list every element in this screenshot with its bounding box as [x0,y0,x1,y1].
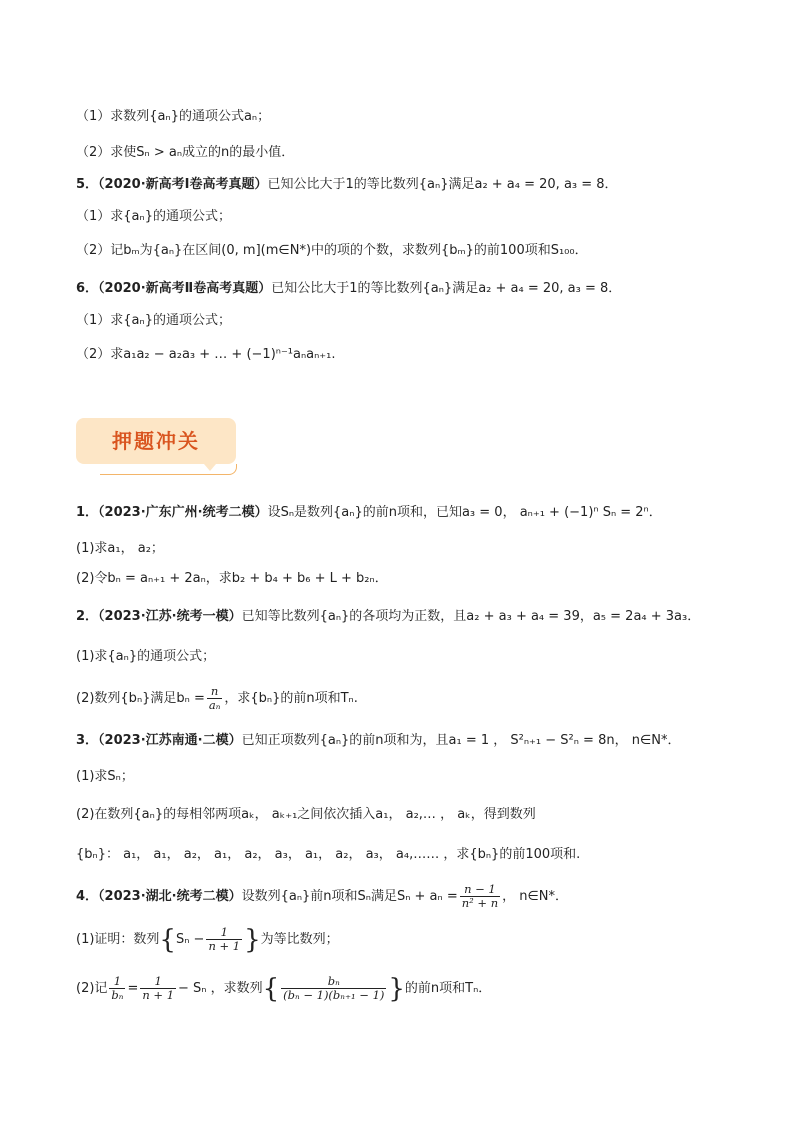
p4-part2-frac3 [281,975,386,1002]
p4-part2 [76,972,491,1006]
section-title: 押题冲关 [112,429,200,453]
p2-text: 已知等比数列{aₙ}的各项均为正数，且a₂ + a₃ + a₄ = 39，a₅ = 2a₄ + 3a₃． [241,609,701,624]
p4-part1-inner: Sₙ − [175,932,205,947]
p2-part2-lead: (2)数列{bₙ}满足bₙ = [76,691,205,706]
p4-part2-frac1-den: bₙ [111,988,124,1002]
right-brace-2: } [388,973,405,1004]
q4-part1: （1）求数列{aₙ}的通项公式aₙ； [76,109,271,124]
p4-part2-frac1-num: 1 [109,975,125,989]
p4-part1-frac-num: 1 [206,926,242,940]
p1-part1: (1)求a₁， a₂； [76,541,164,556]
q5-text: 已知公比大于1的等比数列{aₙ}满足a₂ + a₄ = 20, a₃ = 8． [267,177,618,192]
p4-part1-tail: 为等比数列； [260,932,339,947]
p4-stem [76,882,568,912]
p4-part2-tail: 的前n项和Tₙ． [404,981,492,996]
p4-part1-fraction [206,926,242,953]
q5-part1: （1）求{aₙ}的通项公式； [76,209,231,224]
p2-source: 2．（2023·江苏·统考一模） [76,609,242,624]
p3-stem [76,732,681,750]
left-brace-2: { [262,973,280,1004]
q6-part1: （1）求{aₙ}的通项公式； [76,313,231,328]
p2-fraction [207,685,223,712]
p4-frac-num: n − 1 [460,883,500,897]
p2-part2-tail: ，求{bₙ}的前n项和Tₙ. [224,691,358,706]
p3-text: 已知正项数列{aₙ}的前n项和为，且a₁ = 1 ， S²ₙ₊₁ − S²ₙ = 8n， n∈N*． [241,733,681,748]
p3-part3: {bₙ}： a₁， a₁， a₂， a₁， a₂， a₃， a₁， a₂， a₃， a₄,…… ，求{bₙ}的前100项和. [76,847,581,862]
p4-part2-frac2-num: 1 [140,975,176,989]
q5-part2: （2）记bₘ为{aₙ}在区间(0, m](m∈N*)中的项的个数，求数列{bₘ}的前100项和S₁₀₀． [76,243,588,258]
q5-source: 5．（2020·新高考Ⅰ卷高考真题） [76,177,268,192]
p1-part2: (2)令bₙ = aₙ₊₁ + 2aₙ，求b₂ + b₄ + b₆ + L + b₂ₙ． [76,571,388,586]
p4-fraction [460,883,500,910]
p4-part2-frac3-num: bₙ [281,975,386,989]
section-badge [76,418,236,468]
q6-stem [76,280,621,298]
p4-part2-mid: − Sₙ ，求数列 [178,981,263,996]
section-badge-underline [100,464,237,475]
p4-part2-eq: = [127,981,139,996]
p3-part1: (1)求Sₙ； [76,769,134,784]
section-badge-pointer [204,464,216,471]
p2-frac-num: n [207,685,223,699]
q6-source: 6．（2020·新高考Ⅱ卷高考真题） [76,281,272,296]
q4-part2: （2）求使Sₙ > aₙ成立的n的最小值． [76,145,295,160]
p4-text-tail: ， n∈N*． [502,889,569,904]
q5-stem [76,176,618,194]
p4-part2-lead: (2)记 [76,981,108,996]
left-brace: { [159,924,176,955]
p4-part1-frac-den: n + 1 [208,939,241,953]
p1-stem [76,504,662,522]
p2-stem [76,608,700,626]
p2-frac-den: aₙ [208,698,221,712]
p3-part2: (2)在数列{aₙ}的每相邻两项aₖ， aₖ₊₁之间依次插入a₁， a₂,… ， aₖ，得到数列 [76,807,536,822]
p4-part1-lead: (1)证明：数列 [76,932,160,947]
p4-source: 4．（2023·湖北·统考二模） [76,889,242,904]
p4-part2-frac1 [109,975,125,1002]
p4-part2-frac2-den: n + 1 [142,988,175,1002]
p3-source: 3．（2023·江苏南通·二模） [76,733,242,748]
q6-text: 已知公比大于1的等比数列{aₙ}满足a₂ + a₄ = 20, a₃ = 8． [271,281,622,296]
p1-text: 设Sₙ是数列{aₙ}的前n项和，已知a₃ = 0， aₙ₊₁ + (−1)ⁿ Sₙ = 2ⁿ． [267,505,662,520]
p4-part2-frac2 [140,975,176,1002]
p2-part1: (1)求{aₙ}的通项公式； [76,649,216,664]
p2-part2 [76,684,358,714]
p4-text-lead: 设数列{aₙ}前n项和Sₙ满足Sₙ + aₙ = [241,889,458,904]
p4-part2-frac3-den: (bₙ − 1)(bₙ₊₁ − 1) [283,988,385,1002]
p1-source: 1．（2023·广东广州·统考二模） [76,505,268,520]
p4-part1 [76,924,339,956]
right-brace: } [244,924,261,955]
q6-part2: （2）求a₁a₂ − a₂a₃ + … + (−1)ⁿ⁻¹aₙaₙ₊₁. [76,347,336,362]
p4-frac-den: n² + n [461,896,499,910]
